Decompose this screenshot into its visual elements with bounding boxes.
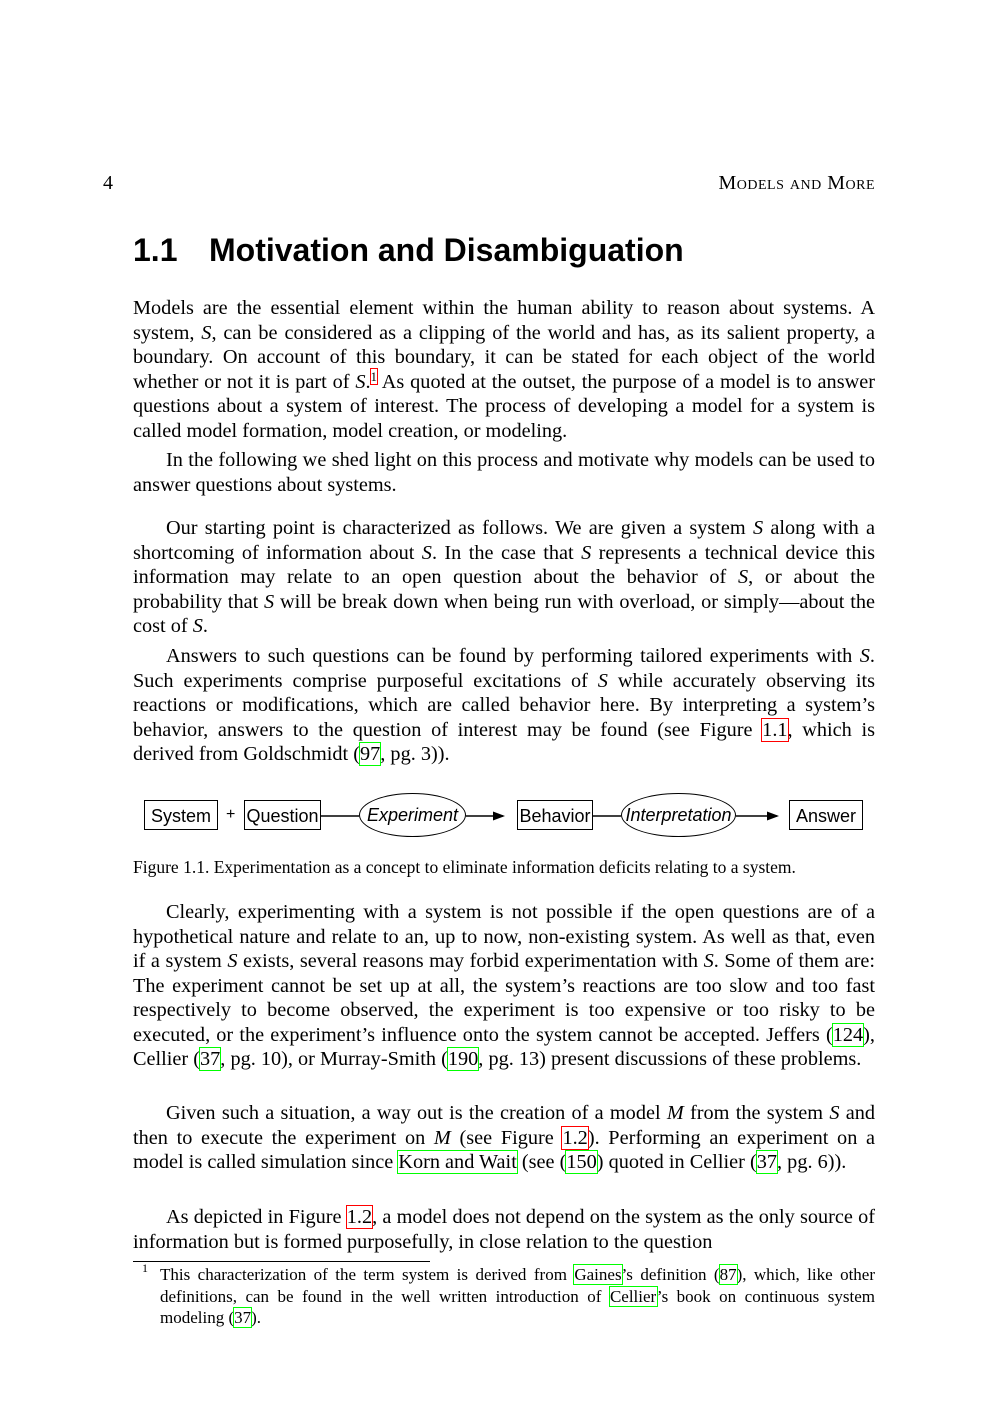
- diagram-plus: +: [226, 806, 236, 823]
- figure-link-1-2[interactable]: 1.2: [346, 1206, 373, 1228]
- page-number: 4: [103, 172, 113, 194]
- section-title-text: Motivation and Disambiguation: [209, 232, 684, 268]
- footnote-1: 1 This characterization of the term system is derived from Gaines’s definition (87), which, like other definitions, can be found in the well written introduction of Cellier’s book on continuous system modeling (37).: [160, 1264, 875, 1329]
- paragraph-3: Our starting point is characterized as follows. We are given a system S along with a shortcoming of information about S. In the case that S represents a technical device this information may relate to an open question about the behavior of S, or about the probability that S will be break down when being run with overload, or simply—about the cost of S.: [133, 517, 875, 637]
- citation-124[interactable]: 124: [832, 1023, 864, 1046]
- figure-link-1-1[interactable]: 1.1: [762, 718, 788, 741]
- figure-caption: Figure 1.1. Experimentation as a concept to eliminate information deficits relating to a system.: [133, 857, 796, 877]
- citation-37[interactable]: 37: [234, 1308, 252, 1327]
- author-link-gaines[interactable]: Gaines: [574, 1265, 622, 1284]
- citation-150[interactable]: 150: [566, 1151, 597, 1173]
- paragraph-1: Models are the essential element within the human ability to reason about systems. A system, S, can be considered as a clipping of the world and has, as its salient property, a boundary. On account of this boundary, it can be stated for each object of the world whether or not it is part of S.$^1$ As quoted at the outset, the purpose of a model is to answer questions about a system of interest. The process of developing a model for a system is called model formation, model creation, or modeling.: [133, 297, 875, 442]
- diagram-box-system: System: [144, 800, 218, 830]
- running-title: Models and More: [718, 172, 875, 194]
- author-link-korn-wait[interactable]: Korn and Wait: [398, 1151, 517, 1173]
- diagram-box-question: Question: [244, 800, 321, 830]
- paragraph-6: Given such a situation, a way out is the creation of a model M from the system S and then to execute the experiment on M (see Figure 1.2). Performing an experiment on a model is called simulation since Korn and Wait (see (150) quoted in Cellier (37, pg. 6)).: [133, 1102, 876, 1173]
- paragraph-7: As depicted in Figure 1.2, a model does not depend on the system as the only source of information but is formed purposefully, in close relation to the question: [133, 1206, 875, 1253]
- figure-link-1-2[interactable]: 1.2: [562, 1126, 588, 1149]
- footnote-mark: 1: [142, 1261, 148, 1275]
- citation-87[interactable]: 87: [719, 1265, 737, 1284]
- diagram-box-behavior: Behavior: [517, 800, 593, 830]
- paragraph-5: Clearly, experimenting with a system is not possible if the open questions are of a hypothetical nature and relate to an, up to now, non-existing system. As well as that, even if a system S exists, several reasons may forbid experimentation with S. Some of them are: The experiment cannot be set up at all, the system’s reactions are too slow and too fast respectively to become observed, the experiment is too expensive or too risky to be executed, or the experiment’s influence onto the system cannot be accepted. Jeffers (124), Cellier (37, pg. 10), or Murray-Smith (190, pg. 13) present discussions of these problems.: [133, 901, 875, 1070]
- paragraph-2: In the following we shed light on this process and motivate why models can be used to answer questions about systems.: [133, 449, 875, 496]
- footnote-rule: [133, 1261, 430, 1262]
- diagram-ellipse-experiment: Experiment: [359, 793, 466, 837]
- citation-37[interactable]: 37: [200, 1048, 221, 1070]
- diagram-ellipse-interpretation: Interpretation: [621, 793, 736, 837]
- author-link-cellier[interactable]: Cellier: [609, 1286, 657, 1306]
- citation-190[interactable]: 190: [447, 1048, 479, 1070]
- section-number: 1.1: [133, 232, 178, 268]
- section-title: [133, 232, 684, 269]
- citation-37[interactable]: 37: [756, 1151, 778, 1173]
- arrowhead-icon: [767, 812, 779, 821]
- diagram-box-answer: Answer: [789, 800, 863, 830]
- paragraph-4: Answers to such questions can be found by performing tailored experiments with S. Such experiments comprise purposeful excitations of S while accurately observing its reactions or modifications, which are called behavior here. By interpreting a system’s behavior, answers to the question of interest may be found (see Figure 1.1, which is derived from Goldschmidt (97, pg. 3)).: [133, 645, 875, 765]
- figure-1-1: [133, 788, 875, 848]
- arrowhead-icon: [493, 812, 505, 821]
- citation-97[interactable]: 97: [360, 743, 381, 765]
- footnote-link-1[interactable]: 1: [370, 368, 378, 384]
